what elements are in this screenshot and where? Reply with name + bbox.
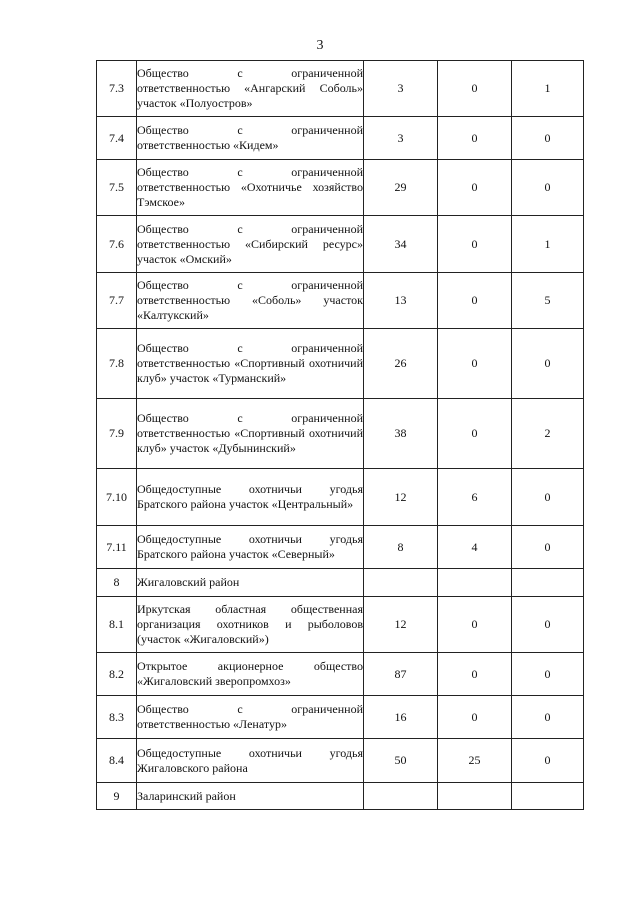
value-col3: 0 bbox=[512, 469, 584, 526]
value-col3: 2 bbox=[512, 399, 584, 469]
value-col1: 50 bbox=[364, 739, 438, 783]
value-col3: 0 bbox=[512, 739, 584, 783]
value-col2: 0 bbox=[438, 399, 512, 469]
value-col2: 0 bbox=[438, 597, 512, 653]
table-row bbox=[97, 469, 584, 526]
value-col3: 0 bbox=[512, 160, 584, 216]
organization-name: Общедоступные охотничьи угодья Братского района участок «Северный» bbox=[137, 526, 364, 569]
organization-name: Общество с ограниченной ответственностью «Ленатур» bbox=[137, 696, 364, 739]
value-col1 bbox=[364, 783, 438, 810]
value-col2: 0 bbox=[438, 61, 512, 117]
page-number: 3 bbox=[316, 38, 324, 53]
value-col3 bbox=[512, 569, 584, 597]
value-col2: 0 bbox=[438, 216, 512, 273]
value-col3 bbox=[512, 783, 584, 810]
value-col3: 0 bbox=[512, 696, 584, 739]
value-col1: 38 bbox=[364, 399, 438, 469]
table-row bbox=[97, 597, 584, 653]
row-number: 7.5 bbox=[97, 160, 137, 216]
value-col3: 0 bbox=[512, 653, 584, 696]
table-row bbox=[97, 160, 584, 216]
organization-name: Общество с ограниченной ответственностью «Ангарский Соболь» участок «Полуостров» bbox=[137, 61, 364, 117]
row-number: 8.3 bbox=[97, 696, 137, 739]
allocation-table bbox=[96, 60, 584, 810]
value-col2: 0 bbox=[438, 329, 512, 399]
organization-name: Общество с ограниченной ответственностью «Спортивный охотничий клуб» участок «Турманский» bbox=[137, 329, 364, 399]
table-row bbox=[97, 399, 584, 469]
value-col1: 34 bbox=[364, 216, 438, 273]
organization-name: Общедоступные охотничьи угодья Жигаловского района bbox=[137, 739, 364, 783]
organization-name: Общество с ограниченной ответственностью «Охотничье хозяйство Тэмское» bbox=[137, 160, 364, 216]
row-number: 8.2 bbox=[97, 653, 137, 696]
row-number: 7.6 bbox=[97, 216, 137, 273]
table-row bbox=[97, 696, 584, 739]
table-row bbox=[97, 569, 584, 597]
organization-name: Общество с ограниченной ответственностью «Спортивный охотничий клуб» участок «Дубынинский» bbox=[137, 399, 364, 469]
table-row bbox=[97, 273, 584, 329]
row-number: 7.7 bbox=[97, 273, 137, 329]
district-name: Жигаловский район bbox=[137, 569, 364, 597]
organization-name: Общедоступные охотничьи угодья Братского района участок «Центральный» bbox=[137, 469, 364, 526]
table-row bbox=[97, 329, 584, 399]
value-col2: 0 bbox=[438, 160, 512, 216]
row-number: 7.3 bbox=[97, 61, 137, 117]
row-number: 7.4 bbox=[97, 117, 137, 160]
row-number: 8.4 bbox=[97, 739, 137, 783]
value-col1: 87 bbox=[364, 653, 438, 696]
value-col2: 0 bbox=[438, 696, 512, 739]
value-col2 bbox=[438, 783, 512, 810]
row-number: 8 bbox=[97, 569, 137, 597]
value-col2: 25 bbox=[438, 739, 512, 783]
row-number: 8.1 bbox=[97, 597, 137, 653]
organization-name: Общество с ограниченной ответственностью «Кидем» bbox=[137, 117, 364, 160]
row-number: 7.8 bbox=[97, 329, 137, 399]
value-col1 bbox=[364, 569, 438, 597]
value-col3: 1 bbox=[512, 216, 584, 273]
value-col2 bbox=[438, 569, 512, 597]
value-col1: 26 bbox=[364, 329, 438, 399]
value-col1: 12 bbox=[364, 469, 438, 526]
value-col3: 0 bbox=[512, 597, 584, 653]
value-col2: 4 bbox=[438, 526, 512, 569]
value-col2: 0 bbox=[438, 117, 512, 160]
organization-name: Иркутская областная общественная организация охотников и рыболовов (участок «Жигаловский») bbox=[137, 597, 364, 653]
value-col1: 3 bbox=[364, 61, 438, 117]
value-col1: 16 bbox=[364, 696, 438, 739]
value-col3: 0 bbox=[512, 329, 584, 399]
value-col3: 5 bbox=[512, 273, 584, 329]
table-row bbox=[97, 526, 584, 569]
value-col3: 1 bbox=[512, 61, 584, 117]
table-row bbox=[97, 61, 584, 117]
organization-name: Открытое акционерное общество «Жигаловский зверопромхоз» bbox=[137, 653, 364, 696]
district-name: Заларинский район bbox=[137, 783, 364, 810]
organization-name: Общество с ограниченной ответственностью «Сибирский ресурс» участок «Омский» bbox=[137, 216, 364, 273]
value-col1: 8 bbox=[364, 526, 438, 569]
table-row bbox=[97, 117, 584, 160]
value-col2: 0 bbox=[438, 653, 512, 696]
value-col2: 0 bbox=[438, 273, 512, 329]
value-col1: 13 bbox=[364, 273, 438, 329]
table-row bbox=[97, 653, 584, 696]
value-col2: 6 bbox=[438, 469, 512, 526]
value-col1: 12 bbox=[364, 597, 438, 653]
table-row bbox=[97, 216, 584, 273]
table-row bbox=[97, 783, 584, 810]
value-col3: 0 bbox=[512, 526, 584, 569]
value-col3: 0 bbox=[512, 117, 584, 160]
row-number: 9 bbox=[97, 783, 137, 810]
row-number: 7.10 bbox=[97, 469, 137, 526]
value-col1: 3 bbox=[364, 117, 438, 160]
row-number: 7.11 bbox=[97, 526, 137, 569]
organization-name: Общество с ограниченной ответственностью «Соболь» участок «Калтукский» bbox=[137, 273, 364, 329]
row-number: 7.9 bbox=[97, 399, 137, 469]
value-col1: 29 bbox=[364, 160, 438, 216]
table-row bbox=[97, 739, 584, 783]
